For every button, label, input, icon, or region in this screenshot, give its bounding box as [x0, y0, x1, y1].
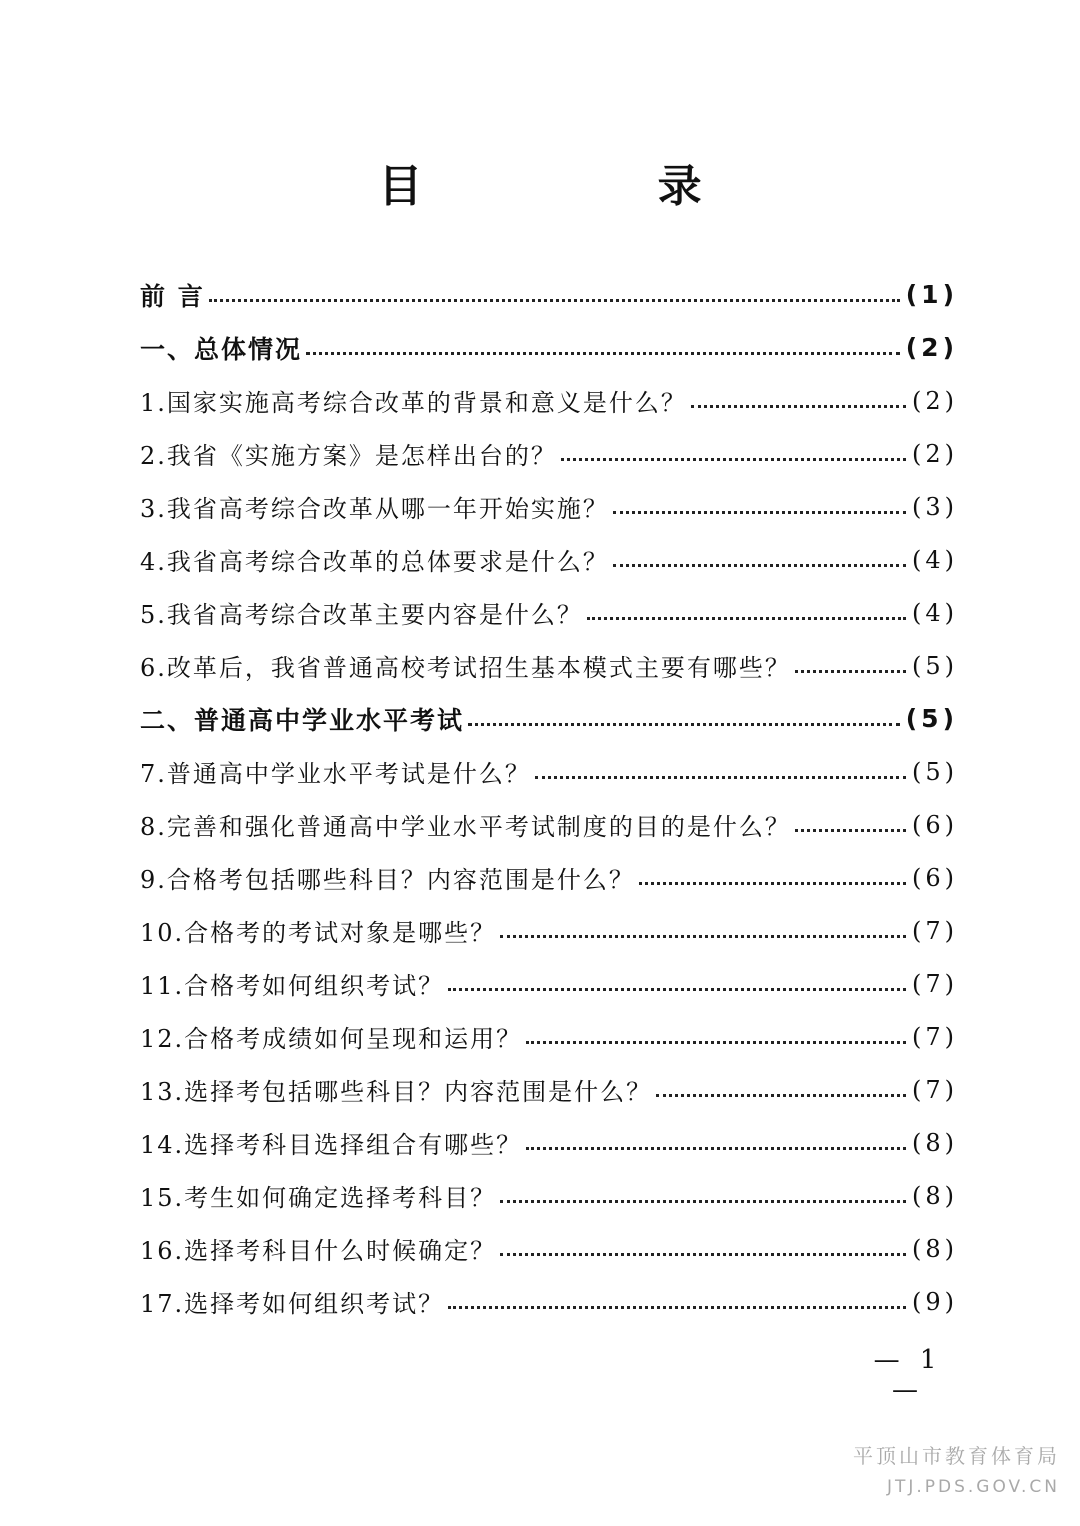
toc-entry-title: 7.普通高中学业水平考试是什么？ — [140, 760, 531, 788]
toc-entry-page: (7) — [912, 916, 958, 945]
toc-entry-page: (5) — [912, 757, 958, 786]
toc-entry-page: (1) — [905, 280, 958, 309]
toc-entry — [140, 480, 958, 533]
dot-leader — [448, 1306, 906, 1309]
toc-entry — [140, 957, 958, 1010]
toc-entry-title: 二、普通高中学业水平考试 — [140, 705, 465, 735]
toc-section-entry — [140, 268, 958, 321]
dot-leader — [561, 458, 906, 461]
toc-entry-title: 2.我省《实施方案》是怎样出台的？ — [140, 442, 557, 470]
toc-entry-page: (7) — [912, 969, 958, 998]
toc-entry-title: 17.选择考如何组织考试？ — [140, 1290, 445, 1318]
toc-entry-title: 4.我省高考综合改革的总体要求是什么？ — [140, 548, 609, 576]
toc-entry-title: 12.合格考成绩如何呈现和运用？ — [140, 1025, 523, 1053]
dot-leader — [468, 723, 900, 726]
toc-entry-page: (4) — [912, 545, 958, 574]
toc-entry-page: (4) — [912, 598, 958, 627]
dot-leader — [656, 1094, 906, 1097]
toc-entry — [140, 904, 958, 957]
toc-entry-page: (5) — [912, 651, 958, 680]
toc-entry — [140, 427, 958, 480]
toc-section-entry — [140, 692, 958, 745]
dot-leader — [795, 829, 906, 832]
toc-entry-page: (3) — [912, 492, 958, 521]
dot-leader — [500, 1200, 906, 1203]
page-number: — 1 — — [873, 1345, 943, 1405]
toc-entry — [140, 1222, 958, 1275]
toc-entry — [140, 798, 958, 851]
watermark-org-name: 平顶山市教育体育局 — [853, 1444, 1060, 1468]
toc-entry-title: 14.选择考科目选择组合有哪些？ — [140, 1131, 523, 1159]
toc-entry — [140, 533, 958, 586]
toc-entry — [140, 1169, 958, 1222]
toc-entry — [140, 1010, 958, 1063]
page-title: 目 录 — [378, 161, 812, 212]
toc-entry — [140, 586, 958, 639]
watermark — [830, 1440, 1060, 1497]
toc-entry-title: 一、总体情况 — [140, 334, 303, 364]
toc-entry-title: 9.合格考包括哪些科目？内容范围是什么？ — [140, 866, 635, 894]
toc-entry-page: (8) — [912, 1234, 958, 1263]
toc-entry-page: (2) — [912, 386, 958, 415]
watermark-url: JTJ.PDS.GOV.CN — [886, 1477, 1060, 1497]
toc-entry — [140, 374, 958, 427]
dot-leader — [306, 352, 900, 355]
toc-entry-page: (2) — [912, 439, 958, 468]
dot-leader — [448, 988, 906, 991]
toc-section-entry — [140, 321, 958, 374]
toc-entry-page: (8) — [912, 1181, 958, 1210]
toc-entry-page: (5) — [905, 704, 958, 733]
toc-entry-title: 13.选择考包括哪些科目？内容范围是什么？ — [140, 1078, 653, 1106]
toc-entry-title: 6.改革后，我省普通高校考试招生基本模式主要有哪些？ — [140, 654, 791, 682]
dot-leader — [587, 617, 906, 620]
toc-entry-title: 16.选择考科目什么时候确定？ — [140, 1237, 497, 1265]
toc-entry-title: 10.合格考的考试对象是哪些？ — [140, 919, 497, 947]
dot-leader — [535, 776, 906, 779]
dot-leader — [526, 1041, 906, 1044]
toc-entry-page: (6) — [912, 863, 958, 892]
toc-entry-title: 8.完善和强化普通高中学业水平考试制度的目的是什么？ — [140, 813, 791, 841]
toc-entry-page: (6) — [912, 810, 958, 839]
toc-entry-title: 5.我省高考综合改革主要内容是什么？ — [140, 601, 583, 629]
toc-entry-title: 前 言 — [140, 281, 205, 311]
dot-leader — [691, 405, 906, 408]
dot-leader — [500, 935, 906, 938]
table-of-contents — [140, 268, 958, 1328]
toc-entry-title: 11.合格考如何组织考试？ — [140, 972, 445, 1000]
toc-entry — [140, 639, 958, 692]
toc-entry-title: 1.国家实施高考综合改革的背景和意义是什么？ — [140, 389, 687, 417]
toc-entry-page: (7) — [912, 1022, 958, 1051]
toc-entry — [140, 851, 958, 904]
toc-entry — [140, 1063, 958, 1116]
dot-leader — [613, 564, 906, 567]
dot-leader — [795, 670, 906, 673]
dot-leader — [526, 1147, 906, 1150]
dot-leader — [209, 299, 900, 302]
toc-entry — [140, 745, 958, 798]
toc-entry — [140, 1116, 958, 1169]
toc-entry-page: (2) — [905, 333, 958, 362]
toc-entry-title: 15.考生如何确定选择考科目？ — [140, 1184, 497, 1212]
toc-entry-title: 3.我省高考综合改革从哪一年开始实施？ — [140, 495, 609, 523]
dot-leader — [500, 1253, 906, 1256]
toc-entry-page: (8) — [912, 1128, 958, 1157]
dot-leader — [613, 511, 906, 514]
toc-entry — [140, 1275, 958, 1328]
toc-entry-page: (9) — [912, 1287, 958, 1316]
toc-entry-page: (7) — [912, 1075, 958, 1104]
dot-leader — [639, 882, 906, 885]
